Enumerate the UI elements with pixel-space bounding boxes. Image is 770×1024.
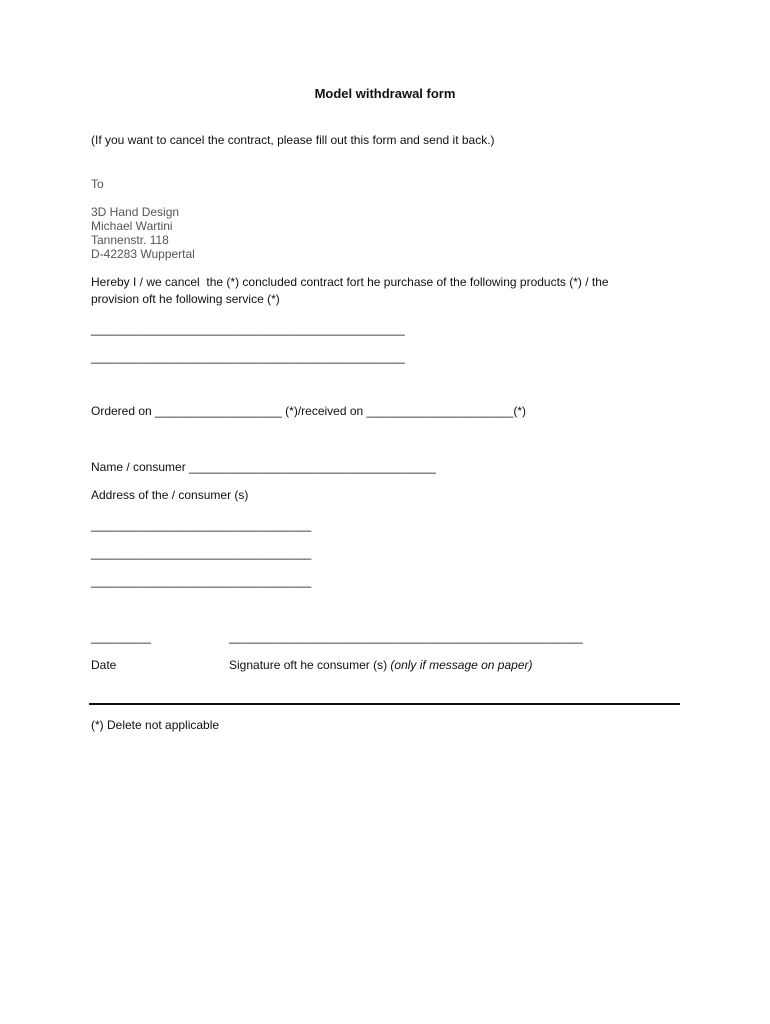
intro-text: (If you want to cancel the contract, please fill out this form and send it back.)	[91, 133, 495, 147]
recipient-city: D-42283 Wuppertal	[91, 247, 195, 261]
date-blank: _________	[91, 630, 152, 644]
signature-note: (only if message on paper)	[390, 658, 533, 672]
recipient-company: 3D Hand Design	[91, 205, 180, 219]
form-title: Model withdrawal form	[314, 86, 456, 101]
ordered-received-line: Ordered on ___________________ (*)/received on ______________________(*)	[91, 404, 527, 418]
recipient-name: Michael Wartini	[91, 219, 173, 233]
product-blank-1: _______________________________________________	[91, 322, 405, 336]
footer-divider	[89, 703, 680, 705]
signature-label	[229, 658, 533, 672]
statement-line-1: Hereby I / we cancel the (*) concluded contract fort he purchase of the following products (*) / the	[91, 275, 609, 289]
address-label: Address of the / consumer (s)	[91, 488, 249, 502]
product-blank-2: _______________________________________________	[91, 350, 405, 364]
address-blank-3: _________________________________	[91, 574, 312, 588]
address-blank-1: _________________________________	[91, 518, 312, 532]
consumer-name-line: Name / consumer _____________________________________	[91, 460, 436, 474]
date-label: Date	[91, 658, 117, 672]
statement-line-2: provision oft he following service (*)	[91, 292, 280, 306]
signature-label-text: Signature oft he consumer (s)	[229, 658, 391, 672]
to-label: To	[91, 177, 104, 191]
footnote: (*) Delete not applicable	[91, 718, 220, 732]
signature-blank: _____________________________________________________	[229, 630, 583, 644]
recipient-street: Tannenstr. 118	[91, 233, 169, 247]
address-blank-2: _________________________________	[91, 546, 312, 560]
